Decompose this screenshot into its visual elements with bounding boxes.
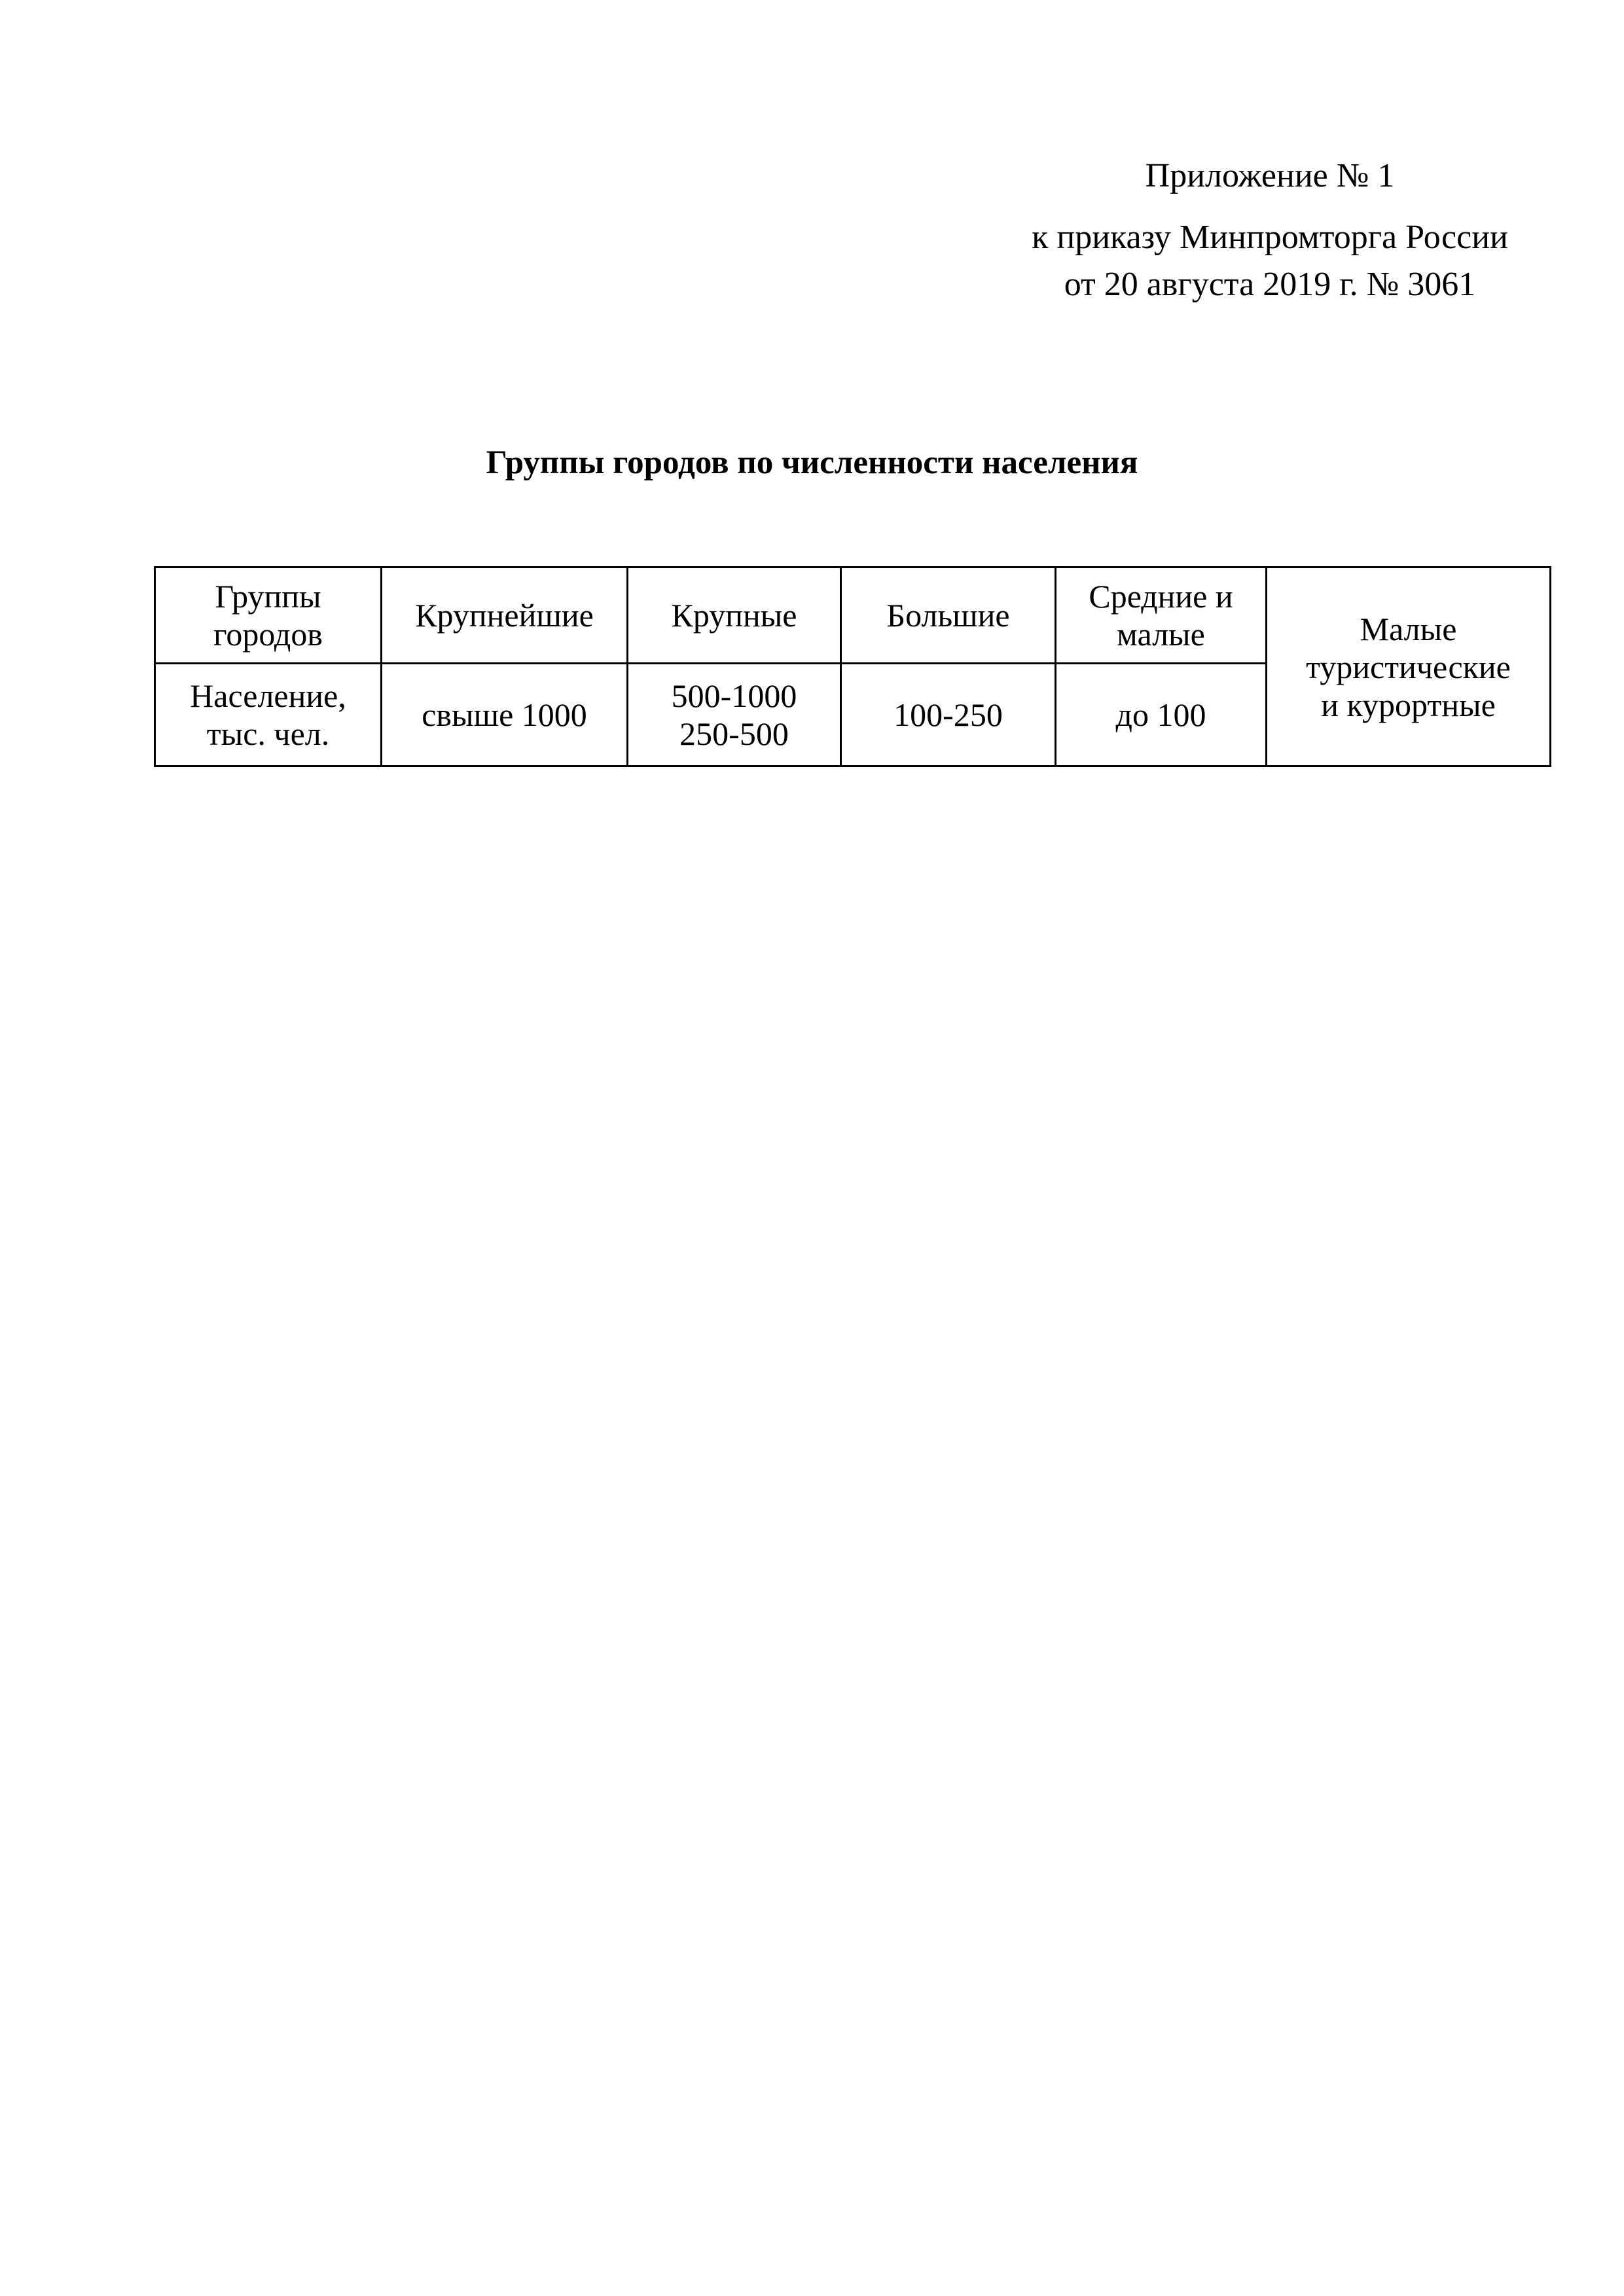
data-label-line: тыс. чел.: [206, 715, 330, 752]
data-cell-largest: свыше 1000: [382, 664, 628, 766]
header-cell-line: Малые: [1360, 610, 1457, 647]
header-cell-line: туристические: [1306, 648, 1511, 685]
appendix-number: Приложение № 1: [1145, 157, 1395, 194]
data-cell-medium-small: до 100: [1056, 664, 1267, 766]
header-cell-largest: Крупнейшие: [382, 567, 628, 664]
table-header-row: [155, 567, 1551, 664]
header-cell-line: Средние и: [1089, 578, 1233, 615]
header-cell-line: и курортные: [1321, 686, 1496, 723]
header-cell-big: Большие: [841, 567, 1056, 664]
city-groups-table: [154, 566, 1551, 767]
header-label-line: городов: [213, 616, 323, 653]
header-label-line: Группы: [215, 578, 321, 615]
appendix-date-line: от 20 августа 2019 г. № 3061: [1064, 266, 1476, 303]
data-label-line: Население,: [190, 677, 346, 714]
header-label-cell: [155, 567, 382, 664]
document-title: Группы городов по численности населения: [486, 444, 1138, 481]
data-cell-big: 100-250: [841, 664, 1056, 766]
data-label-cell: [155, 664, 382, 766]
appendix-order-line: к приказу Минпромторга России: [1032, 219, 1508, 256]
header-cell-medium-small: [1056, 567, 1267, 664]
header-cell-large: Крупные: [628, 567, 841, 664]
header-cell-line: малые: [1117, 616, 1205, 653]
data-cell-line: 250-500: [679, 715, 789, 752]
header-cell-tourist-resort: [1267, 567, 1551, 766]
data-cell-line: 500-1000: [671, 677, 797, 714]
data-cell-large: [628, 664, 841, 766]
